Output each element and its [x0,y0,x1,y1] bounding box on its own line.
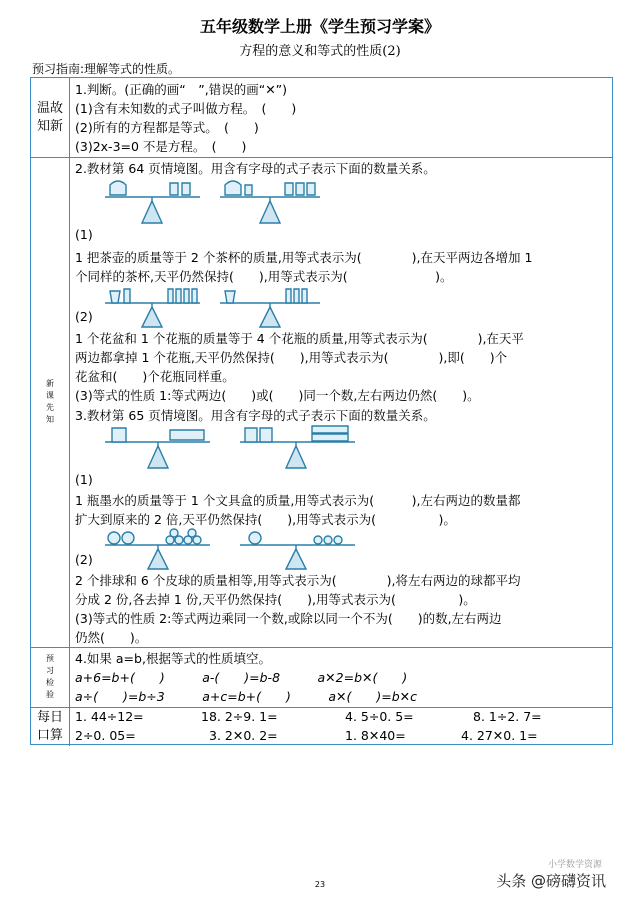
section-new-lesson-label: 新 课 先 知 [31,157,70,647]
question-3: 3.教材第 65 页情境图。用含有字母的式子表示下面的数量关系。 [75,408,436,423]
question-1-2: (2)所有的方程都是等式。 ( ) [75,120,259,135]
page-subtitle: 方程的意义和等式的性质(2) [239,44,401,59]
worksheet-table [30,77,613,745]
balance-scale-teapot-illustration [100,177,330,225]
question-2: 2.教材第 64 页情境图。用含有字母的式子表示下面的数量关系。 [75,161,436,176]
calc-2-2: 3. 2✕0. 2= [209,728,278,743]
question-4: 4.如果 a=b,根据等式的性质填空。 [75,651,271,666]
question-3-2-line2: 分成 2 份,各去掉 1 份,天平仍然保持( ),用等式表示为( )。 [75,592,476,607]
question-2-3: (3)等式的性质 1:等式两边( )或( )同一个数,左右两边仍然( )。 [75,388,480,403]
question-2-1-line1: 1 把茶壶的质量等于 2 个茶杯的质量,用等式表示为( ),在天平两边各增加 1 [75,250,533,265]
question-2-2-label: (2) [75,309,93,324]
section-review [31,78,612,158]
calc-1-2: 18. 2÷9. 1= [201,709,278,724]
calc-1-4: 8. 1÷2. 7= [473,709,542,724]
question-2-2-line1: 1 个花盆和 1 个花瓶的质量等于 4 个花瓶的质量,用等式表示为( ),在天平 [75,331,524,346]
question-1-3: (3)2x-3=0 不是方程。 ( ) [75,139,247,154]
question-3-1-line1: 1 瓶墨水的质量等于 1 个文具盒的质量,用等式表示为( ),左右两边的数量都 [75,493,521,508]
section-daily-calc-label: 每日 口算 [31,707,70,746]
question-3-1-line2: 扩大到原来的 2 倍,天平仍然保持( ),用等式表示为( )。 [75,512,456,527]
section-daily-calc [31,707,612,746]
question-1: 1.判断。(正确的画“ ”,错误的画“✕”) [75,82,288,97]
calc-2-1: 2÷0. 05= [75,728,136,743]
question-3-1-label: (1) [75,472,93,487]
question-4-row1: a+6=b+( ) a-( )=b-8 a✕2=b✕( ) [75,670,408,685]
section-review-label: 温故 知新 [31,78,70,157]
faint-watermark: 小学数学资源 [548,860,603,870]
section-preview-check [31,647,612,708]
watermark: 头条 @磅礴资讯 [496,872,606,890]
question-2-1-line2: 个同样的茶杯,天平仍然保持( ),用等式表示为( )。 [75,269,453,284]
page-title: 五年级数学上册《学生预习学案》 [199,17,440,36]
question-2-1-label: (1) [75,227,93,242]
calc-2-4: 4. 27✕0. 1= [461,728,538,743]
calc-2-3: 1. 8✕40= [345,728,406,743]
question-4-row2: a÷( )=b÷3 a+c=b+( ) a✕( )=b✕c [75,689,418,704]
calc-1-3: 4. 5÷0. 5= [345,709,414,724]
question-3-3-line2: 仍然( )。 [75,630,148,645]
balance-scale-flowerpot-illustration [100,285,330,329]
balance-scale-balls-illustration [100,527,360,571]
question-3-2-line1: 2 个排球和 6 个皮球的质量相等,用等式表示为( ),将左右两边的球都平均 [75,573,521,588]
study-guide: 预习指南:理解等式的性质。 [32,62,181,76]
section-new-lesson [31,157,612,648]
question-2-2-line3: 花盆和( )个花瓶同样重。 [75,369,235,384]
question-3-2-label: (2) [75,552,93,567]
calc-1-1: 1. 44÷12= [75,709,144,724]
page-number: 23 [314,880,326,889]
question-1-1: (1)含有未知数的式子叫做方程。 ( ) [75,101,297,116]
question-2-2-line2: 两边都拿掉 1 个花瓶,天平仍然保持( ),用等式表示为( ),即( )个 [75,350,508,365]
section-preview-check-label: 预 习 检 验 [31,647,70,707]
question-3-3-line1: (3)等式的性质 2:等式两边乘同一个数,或除以同一个不为( )的数,左右两边 [75,611,502,626]
balance-scale-ink-illustration [100,422,360,470]
